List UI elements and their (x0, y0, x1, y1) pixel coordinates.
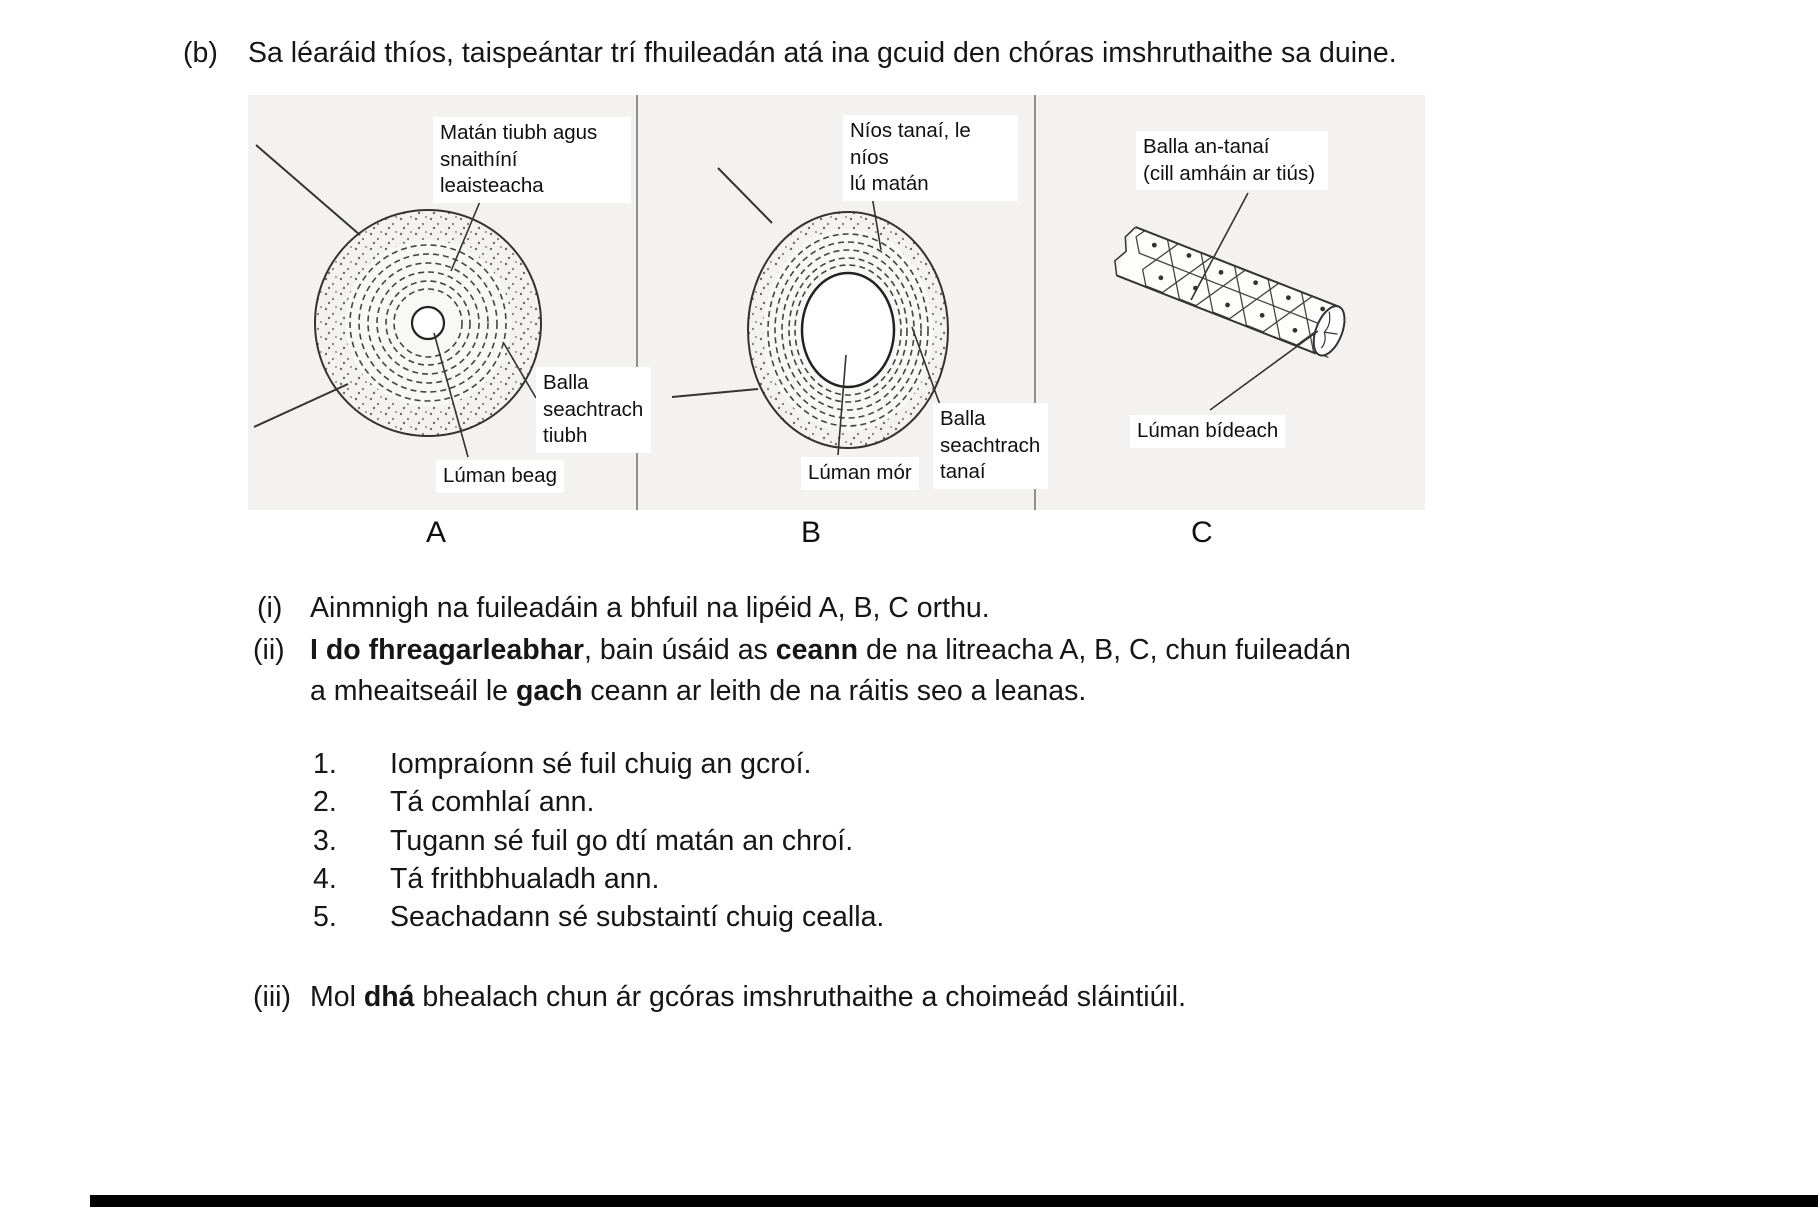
capillary-lumen-pointer (1210, 331, 1318, 410)
question-intro-line (183, 36, 1397, 70)
subquestion-i-label: (i) (257, 592, 283, 624)
subquestion-iii-label: (iii) (253, 981, 291, 1013)
question-part-label: (b) (183, 37, 218, 69)
subquestion-ii-bold2: ceann (775, 634, 859, 666)
capillary-wall-label: Balla an-tanaí (cill amháin ar tiús) (1136, 131, 1328, 190)
question-intro-text: Sa léaráid thíos, taispeántar trí fhuileadán atá ina gcuid den chóras imshruthaithe sa duine. (248, 37, 1397, 69)
vessel-letter-a: A (426, 516, 447, 549)
subquestion-ii-bold3: gach (515, 675, 583, 707)
subquestion-ii-bold1: I do fhreagarleabhar (310, 634, 584, 666)
artery-lumen-label: Lúman beag (436, 460, 564, 493)
statement-5: 5. Seachadann sé substaintí chuig cealla. (313, 901, 885, 933)
subquestion-iii-bold: dhá (363, 981, 415, 1013)
capillary-drawing (1110, 193, 1359, 410)
artery-wall-label: Balla seachtrach tiubh (536, 367, 651, 453)
artery-lumen (412, 307, 444, 339)
vein-wall-label: Balla seachtrach tanaí (933, 403, 1048, 489)
statement-3: 3. Tugann sé fuil go dtí matán an chroí. (313, 825, 854, 857)
blood-vessel-diagram (248, 95, 1425, 510)
subquestion-ii-line1: (ii) I do fhreagarleabhar, bain úsáid as ceann de na litreacha A, B, C, chun fuileadán (253, 634, 1351, 666)
statement-1: 1. Iompraíonn sé fuil chuig an gcroí. (313, 748, 812, 780)
vein-lumen (802, 273, 894, 387)
subquestion-i (257, 591, 990, 625)
page-bottom-border (90, 1195, 1818, 1207)
vein-drawing (672, 168, 948, 455)
vessel-letter-c: C (1191, 516, 1213, 549)
vein-lumen-label: Lúman mór (801, 457, 919, 490)
subquestion-ii-line2: a mheaitseáil le gach ceann ar leith de na ráitis seo a leanas. (310, 675, 1087, 707)
vein-muscle-label: Níos tanaí, le níos lú matán (843, 115, 1018, 201)
subquestion-i-text: Ainmnigh na fuileadáin a bhfuil na lipéid A, B, C orthu. (310, 592, 990, 624)
vessel-letter-b: B (801, 516, 822, 549)
statement-2: 2. Tá comhlaí ann. (313, 786, 595, 818)
statement-4: 4. Tá frithbhualadh ann. (313, 863, 660, 895)
subquestion-ii-label: (ii) (253, 634, 285, 666)
capillary-lumen-label: Lúman bídeach (1130, 415, 1285, 448)
artery-muscle-label: Matán tiubh agus snaithíní leaisteacha (433, 117, 631, 203)
subquestion-iii: (iii) Mol dhá bhealach chun ár gcóras imshruthaithe a choimeád sláintiúil. (253, 981, 1187, 1013)
